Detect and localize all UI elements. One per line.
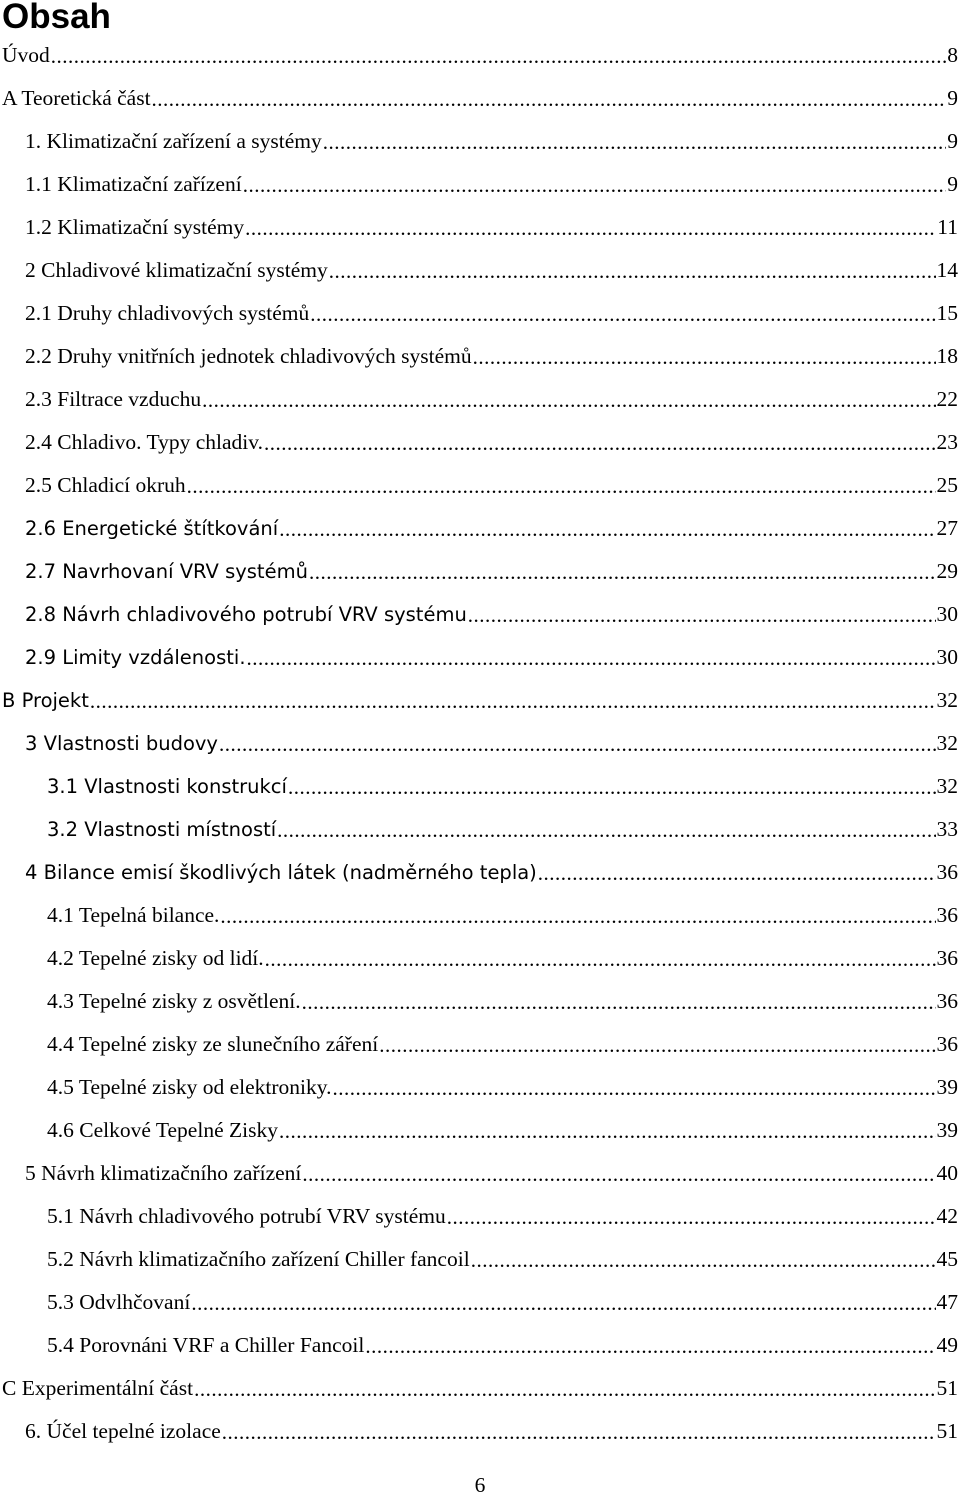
toc-entry[interactable] (0, 292, 960, 335)
toc-entry-title: 2.2 Druhy vnitřních jednotek chladivových systémů (25, 344, 472, 368)
toc-entry[interactable] (0, 163, 960, 206)
toc-entry[interactable] (0, 1410, 960, 1453)
toc-entry-title: 4.5 Tepelné zisky od elektroniky. (47, 1075, 332, 1099)
toc-entry[interactable] (0, 249, 960, 292)
page-title: Obsah (2, 0, 111, 36)
dot-leader (51, 43, 946, 69)
dot-leader (538, 860, 936, 886)
toc-entry[interactable] (0, 1152, 960, 1195)
dot-leader (264, 430, 936, 456)
toc-entry-page: 30 (936, 645, 958, 669)
toc-entry-page: 32 (936, 731, 958, 755)
toc-entry[interactable] (0, 679, 960, 722)
toc-entry-title: 2.9 Limity vzdálenosti. (25, 646, 246, 669)
toc-entry[interactable] (0, 765, 960, 808)
toc-entry-title: 4 Bilance emisí škodlivých látek (nadměrného tepla) (25, 861, 537, 884)
toc-entry[interactable] (0, 464, 960, 507)
toc-entry-page: 9 (947, 129, 958, 153)
dot-leader (302, 989, 936, 1015)
dot-leader (277, 817, 935, 843)
dot-leader (219, 731, 936, 757)
toc-entry-title: 4.3 Tepelné zisky z osvětlení. (47, 989, 301, 1013)
toc-entry-page: 36 (936, 989, 958, 1013)
dot-leader (323, 129, 947, 155)
toc-entry[interactable] (0, 1238, 960, 1281)
toc-entry-page: 14 (936, 258, 958, 282)
toc-entry-page: 33 (936, 817, 958, 841)
dot-leader (194, 1376, 935, 1402)
toc-entry-page: 45 (936, 1247, 958, 1271)
toc-entry-page: 39 (936, 1118, 958, 1142)
dot-leader (187, 473, 936, 499)
toc-entry[interactable] (0, 550, 960, 593)
dot-leader (222, 1419, 936, 1445)
toc-entry-title: 1.1 Klimatizační zařízení (25, 172, 242, 196)
dot-leader (152, 86, 947, 112)
toc-entry[interactable] (0, 636, 960, 679)
toc-entry-page: 32 (936, 774, 958, 798)
dot-leader (379, 1032, 935, 1058)
toc-entry[interactable] (0, 77, 960, 120)
toc-entry-page: 51 (936, 1376, 958, 1400)
toc-entry[interactable] (0, 1324, 960, 1367)
toc-entry-title: 5.3 Odvlhčovaní (47, 1290, 191, 1314)
toc-entry[interactable] (0, 808, 960, 851)
dot-leader (202, 387, 935, 413)
toc-entry[interactable] (0, 593, 960, 636)
toc-entry-page: 9 (947, 172, 958, 196)
toc-entry[interactable] (0, 1367, 960, 1410)
dot-leader (279, 1118, 936, 1144)
page-number: 6 (474, 1473, 486, 1497)
toc-entry-title: 5.1 Návrh chladivového potrubí VRV systému (47, 1204, 446, 1228)
toc-entry-title: C Experimentální část (2, 1376, 194, 1400)
toc-entry-page: 15 (936, 301, 958, 325)
toc-entry-title: 4.1 Tepelná bilance. (47, 903, 220, 927)
toc-entry-page: 49 (936, 1333, 958, 1357)
dot-leader (310, 301, 935, 327)
toc-entry-title: Úvod (2, 43, 50, 67)
dot-leader (473, 344, 936, 370)
toc-entry-title: 5.2 Návrh klimatizačního zařízení Chiller fancoil (47, 1247, 470, 1271)
toc-entry-page: 23 (936, 430, 958, 454)
dot-leader (302, 1161, 935, 1187)
toc-entry-title: 4.2 Tepelné zisky od lidí. (47, 946, 264, 970)
toc-entry[interactable] (0, 851, 960, 894)
toc-entry-title: 2 Chladivové klimatizační systémy (25, 258, 328, 282)
toc-entry-title: 4.4 Tepelné zisky ze slunečního záření (47, 1032, 379, 1056)
toc-entry-title: A Teoretická část (2, 86, 151, 110)
toc-entry-page: 36 (936, 860, 958, 884)
dot-leader (333, 1075, 936, 1101)
toc-entry[interactable] (0, 120, 960, 163)
toc-entry-page: 18 (936, 344, 958, 368)
toc-entry-page: 51 (936, 1419, 958, 1443)
dot-leader (247, 645, 936, 671)
dot-leader (220, 903, 935, 929)
toc-entry-title: 2.6 Energetické štítkování (25, 517, 279, 540)
toc-entry-title: 3.1 Vlastnosti konstrukcí (47, 775, 287, 798)
toc-entry-title: 1.2 Klimatizační systémy (25, 215, 245, 239)
toc-entry-title: 2.1 Druhy chladivových systémů (25, 301, 310, 325)
toc-entry-title: 2.4 Chladivo. Typy chladiv. (25, 430, 263, 454)
toc-entry-page: 32 (936, 688, 958, 712)
dot-leader (329, 258, 936, 284)
dot-leader (471, 1247, 936, 1273)
dot-leader (279, 516, 935, 542)
toc-entry-page: 40 (936, 1161, 958, 1185)
toc-entry[interactable] (0, 1023, 960, 1066)
toc-entry[interactable] (0, 206, 960, 249)
toc-entry-page: 42 (936, 1204, 958, 1228)
dot-leader (309, 559, 936, 585)
toc-entry-title: 3 Vlastnosti budovy (25, 732, 218, 755)
dot-leader (245, 215, 936, 241)
toc-entry[interactable] (0, 378, 960, 421)
toc-entry-title: 2.7 Navrhovaní VRV systémů (25, 560, 308, 583)
toc-entry-title: 3.2 Vlastnosti místností (47, 818, 277, 841)
dot-leader (365, 1333, 935, 1359)
dot-leader (243, 172, 947, 198)
toc-entry-page: 36 (936, 903, 958, 927)
toc-entry-page: 8 (947, 43, 958, 67)
toc-entry[interactable] (0, 1109, 960, 1152)
toc-entry[interactable] (0, 722, 960, 765)
toc-entry-page: 36 (936, 1032, 958, 1056)
toc-entry-page: 22 (936, 387, 958, 411)
toc-entry[interactable] (0, 34, 960, 77)
toc-entry-title: 2.5 Chladicí okruh (25, 473, 186, 497)
toc-entry-title: B Projekt (2, 689, 89, 712)
toc-entry-title: 6. Účel tepelné izolace (25, 1419, 221, 1443)
toc-entry-page: 47 (936, 1290, 958, 1314)
toc-entry[interactable] (0, 1066, 960, 1109)
toc-entry-title: 4.6 Celkové Tepelné Zisky (47, 1118, 278, 1142)
toc-entry-page: 36 (936, 946, 958, 970)
toc-entry[interactable] (0, 1281, 960, 1324)
dot-leader (468, 602, 936, 628)
toc-entry-page: 25 (936, 473, 958, 497)
toc-entry-title: 2.8 Návrh chladivového potrubí VRV systému (25, 603, 467, 626)
dot-leader (191, 1290, 935, 1316)
toc-entry-page: 30 (936, 602, 958, 626)
dot-leader (265, 946, 936, 972)
toc-entry-page: 27 (936, 516, 958, 540)
toc-entry[interactable] (0, 894, 960, 937)
toc-entry-page: 29 (936, 559, 958, 583)
dot-leader (90, 688, 936, 714)
toc-entry[interactable] (0, 507, 960, 550)
toc-entry[interactable] (0, 980, 960, 1023)
toc-entry[interactable] (0, 1195, 960, 1238)
toc-entry-title: 1. Klimatizační zařízení a systémy (25, 129, 322, 153)
dot-leader (447, 1204, 936, 1230)
toc-entry-page: 39 (936, 1075, 958, 1099)
toc-entry[interactable] (0, 937, 960, 980)
toc-entry-title: 5.4 Porovnáni VRF a Chiller Fancoil (47, 1333, 365, 1357)
toc-entry[interactable] (0, 421, 960, 464)
toc-entry[interactable] (0, 335, 960, 378)
table-of-contents (0, 34, 960, 1453)
toc-entry-page: 11 (937, 215, 958, 239)
toc-entry-page: 9 (947, 86, 958, 110)
toc-entry-title: 5 Návrh klimatizačního zařízení (25, 1161, 302, 1185)
dot-leader (288, 774, 936, 800)
toc-entry-title: 2.3 Filtrace vzduchu (25, 387, 202, 411)
